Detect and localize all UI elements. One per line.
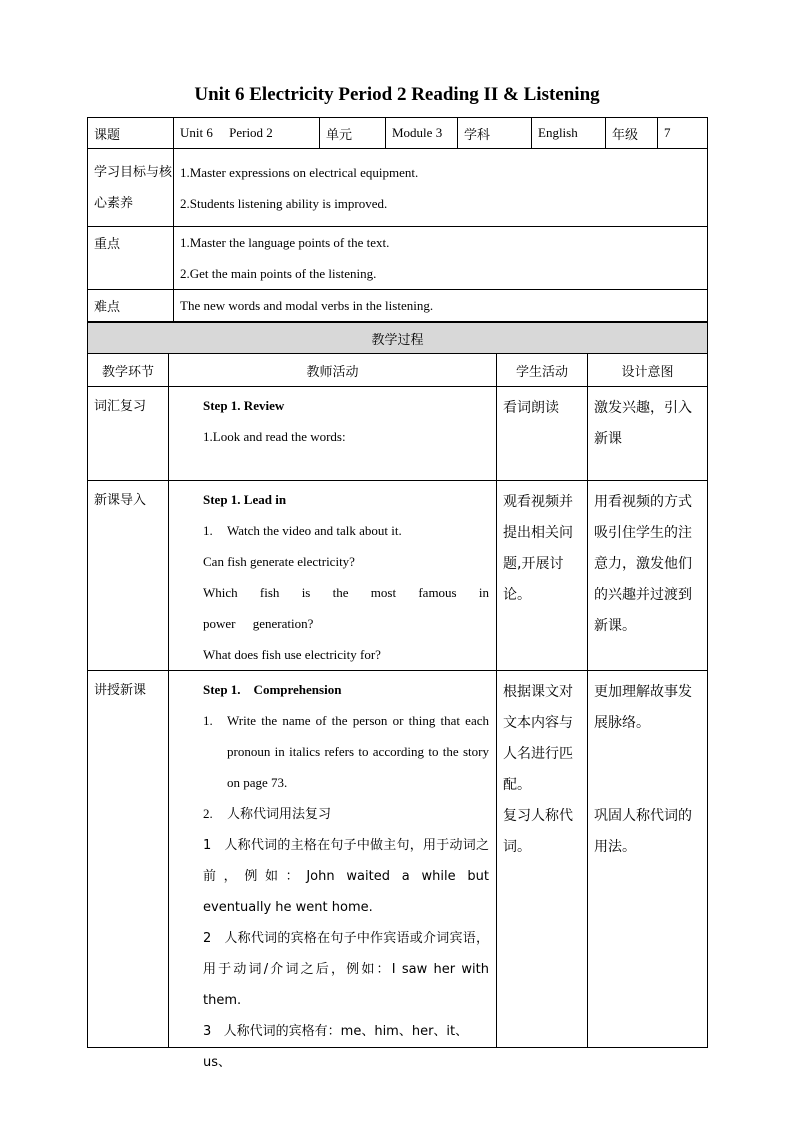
table-row	[88, 671, 708, 1048]
lesson-info-table	[87, 117, 708, 322]
topic-value: Unit 6 Period 2	[174, 118, 320, 149]
stage-cell: 词汇复习	[88, 387, 169, 481]
step-heading: Step 1. Review	[203, 398, 285, 413]
list-number: 1.	[203, 523, 213, 538]
grammar-paragraph: 3 人称代词的宾格有：me、him、her、it、us、	[203, 1024, 469, 1070]
student-activity: 看词朗读	[497, 387, 588, 481]
list-text: Write the name of the person or thing that each pronoun in italics refers to according to the story on page 73.	[227, 713, 489, 790]
list-text: Watch the video and talk about it.	[227, 523, 402, 538]
list-number: 2.	[203, 806, 213, 821]
key-label: 重点	[88, 227, 174, 290]
difficult-label: 难点	[88, 290, 174, 322]
grammar-paragraph: 2 人称代词的宾格在句子中作宾语或介词宾语，用于动词/介词之后，例如：I saw her with them.	[203, 931, 494, 1008]
document-title: Unit 6 Electricity Period 2 Reading II & Listening	[194, 84, 600, 105]
unit-label: 单元	[320, 118, 386, 149]
process-section-title: 教学过程	[88, 323, 708, 354]
objective-item: 2.Students listening ability is improved.	[180, 196, 388, 211]
question-line: Which fish is the most famous in power generation?	[203, 585, 489, 631]
student-activity: 观看视频并提出相关问题,开展讨论。	[497, 481, 588, 671]
objectives-label: 学习目标与核心素养	[88, 149, 174, 227]
topic-label: 课题	[88, 118, 174, 149]
objective-item: 1.Master expressions on electrical equipment.	[180, 165, 419, 180]
design-intent: 用看视频的方式吸引住学生的注意力，激发他们的兴趣并过渡到新课。	[588, 481, 708, 671]
difficult-value: The new words and modal verbs in the listening.	[174, 290, 708, 322]
teacher-list-item	[203, 705, 489, 798]
grade-value: 7	[658, 118, 708, 149]
header-intent: 设计意图	[588, 354, 708, 387]
header-stage: 教学环节	[88, 354, 169, 387]
table-row	[88, 387, 708, 481]
key-point-item: 2.Get the main points of the listening.	[180, 266, 377, 281]
student-activity: 复习人称代词。	[503, 808, 573, 855]
student-activity: 根据课文对文本内容与人名进行匹配。	[503, 684, 573, 793]
stage-cell: 讲授新课	[88, 671, 169, 1048]
design-intent: 巩固人称代词的用法。	[594, 808, 692, 855]
question-line: What does fish use electricity for?	[203, 647, 381, 662]
question-line: Can fish generate electricity?	[203, 554, 355, 569]
teacher-list-item	[203, 798, 489, 830]
header-teacher: 教师活动	[169, 354, 497, 387]
teacher-line: 1.Look and read the words:	[203, 429, 346, 444]
teacher-list-item	[203, 515, 489, 546]
design-intent: 激发兴趣，引入新课	[588, 387, 708, 481]
subject-label: 学科	[458, 118, 532, 149]
list-text: 人称代词用法复习	[227, 807, 332, 822]
grammar-paragraph: 1 人称代词的主格在句子中做主句，用于动词之前，例如：John waited a while but eventually he went home.	[203, 838, 494, 915]
unit-value: Module 3	[386, 118, 458, 149]
step-heading: Step 1. Comprehension	[203, 682, 342, 697]
header-student: 学生活动	[497, 354, 588, 387]
grade-label: 年级	[606, 118, 658, 149]
step-heading: Step 1. Lead in	[203, 492, 287, 507]
teaching-process-table	[87, 322, 708, 1070]
table-row	[88, 481, 708, 671]
key-point-item: 1.Master the language points of the text.	[180, 235, 390, 250]
list-number: 1.	[203, 713, 213, 728]
subject-value: English	[532, 118, 606, 149]
design-intent: 更加理解故事发展脉络。	[594, 684, 692, 731]
stage-cell: 新课导入	[88, 481, 169, 671]
